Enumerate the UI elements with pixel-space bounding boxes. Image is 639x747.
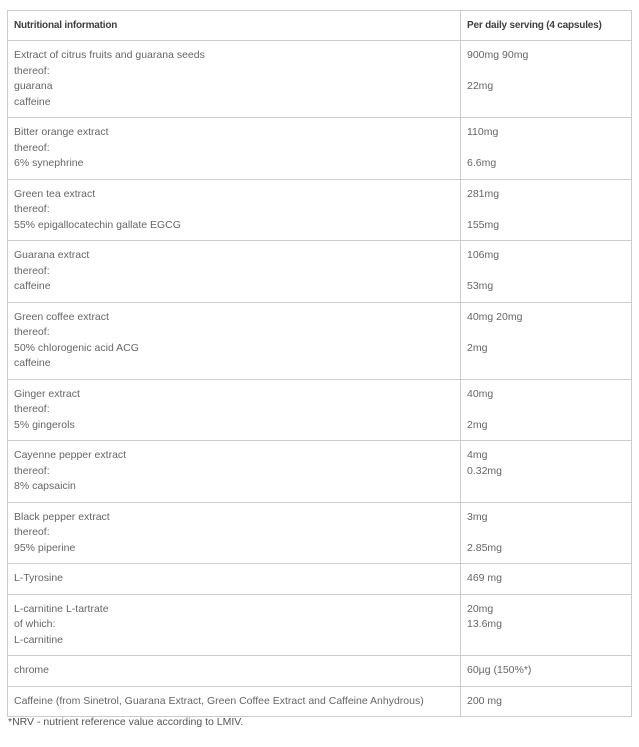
amount-line: 2mg: [467, 418, 488, 431]
ingredient-line: L-carnitine L-tartrate: [14, 602, 109, 615]
amount-cell: [461, 302, 632, 379]
ingredient-line: L-carnitine: [14, 633, 64, 646]
ingredient-line: caffeine: [14, 280, 51, 292]
ingredient-line: 55% epigallocatechin gallate EGCG: [14, 218, 181, 231]
amount-line: 200 mg: [467, 694, 503, 707]
ingredient-line: thereof:: [14, 326, 50, 338]
amount-line: 22mg: [467, 80, 494, 92]
ingredient-line: caffeine: [14, 357, 51, 369]
ingredient-line: Green tea extract: [14, 187, 96, 200]
amount-cell: [461, 241, 632, 303]
amount-line: 20mg: [467, 602, 494, 615]
amount-cell: [461, 594, 632, 656]
ingredient-cell: [8, 686, 461, 717]
amount-line: 53mg: [467, 280, 494, 292]
table-header-row: [8, 11, 632, 41]
amount-line: [467, 633, 625, 649]
ingredient-line: Caffeine (from Sinetrol, Guarana Extract, Green Coffee Extract and Caffeine Anhydrous): [14, 694, 424, 707]
ingredient-line: caffeine: [14, 95, 51, 108]
amount-line: 40mg 20mg: [467, 310, 523, 323]
amount-line: 469 mg: [467, 572, 503, 584]
amount-line: 3mg: [467, 510, 488, 523]
amount-line: 155mg: [467, 218, 500, 231]
table-row: [8, 179, 632, 241]
header-per-daily-serving: Per daily serving (4 capsules): [461, 11, 632, 41]
ingredient-cell: [8, 379, 461, 441]
amount-line: [467, 64, 625, 80]
amount-line: 13.6mg: [467, 618, 503, 630]
amount-line: [467, 264, 625, 280]
ingredient-line: of which:: [14, 618, 56, 630]
amount-cell: [461, 656, 632, 687]
table-row: [8, 441, 632, 503]
amount-cell: [461, 564, 632, 595]
ingredient-cell: [8, 302, 461, 379]
amount-line: 2mg: [467, 341, 488, 354]
ingredient-line: 8% capsaicin: [14, 480, 76, 492]
table-row: [8, 502, 632, 564]
ingredient-line: guarana: [14, 80, 53, 92]
table-row: [8, 594, 632, 656]
ingredient-line: L-Tyrosine: [14, 572, 64, 584]
ingredient-line: chrome: [14, 664, 50, 676]
amount-line: 4mg: [467, 449, 488, 461]
amount-line: [467, 141, 625, 157]
table-row: [8, 564, 632, 595]
amount-line: [467, 402, 625, 418]
amount-cell: [461, 179, 632, 241]
amount-cell: [461, 379, 632, 441]
table-row: [8, 656, 632, 687]
ingredient-cell: [8, 564, 461, 595]
header-nutritional-information: Nutritional information: [8, 11, 461, 41]
amount-line: [467, 479, 625, 495]
amount-line: 2.85mg: [467, 541, 503, 554]
ingredient-line: thereof:: [14, 403, 50, 415]
amount-line: [467, 356, 625, 372]
ingredient-line: Guarana extract: [14, 249, 90, 261]
ingredient-line: Green coffee extract: [14, 310, 109, 323]
table-row: [8, 241, 632, 303]
ingredient-cell: [8, 241, 461, 303]
ingredient-line: Black pepper extract: [14, 510, 110, 523]
ingredient-line: Cayenne pepper extract: [14, 449, 127, 461]
ingredient-line: 5% gingerols: [14, 418, 75, 431]
ingredient-cell: [8, 118, 461, 180]
amount-line: 110mg: [467, 126, 499, 138]
nrv-footnote: *NRV - nutrient reference value according to LMIV.: [8, 716, 244, 728]
amount-line: 60µg (150%*): [467, 664, 532, 676]
amount-line: 281mg: [467, 187, 500, 200]
amount-cell: [461, 441, 632, 503]
ingredient-line: 6% synephrine: [14, 157, 84, 169]
table-row: [8, 379, 632, 441]
ingredient-line: thereof:: [14, 141, 50, 154]
ingredient-line: thereof:: [14, 264, 50, 277]
ingredient-cell: [8, 656, 461, 687]
table-row: [8, 41, 632, 118]
ingredient-line: 50% chlorogenic acid ACG: [14, 341, 139, 354]
ingredient-line: thereof:: [14, 464, 50, 477]
amount-line: 900mg 90mg: [467, 49, 529, 61]
ingredient-line: Extract of citrus fruits and guarana seeds: [14, 49, 205, 61]
amount-cell: [461, 41, 632, 118]
ingredient-cell: [8, 502, 461, 564]
ingredient-cell: [8, 41, 461, 118]
amount-line: [467, 525, 625, 541]
amount-line: [467, 202, 625, 218]
ingredient-line: thereof:: [14, 526, 50, 538]
table-row: [8, 302, 632, 379]
ingredient-cell: [8, 179, 461, 241]
nutrition-table: [7, 10, 632, 717]
ingredient-cell: [8, 441, 461, 503]
amount-line: 0.32mg: [467, 464, 503, 477]
table-row: [8, 118, 632, 180]
amount-cell: [461, 118, 632, 180]
amount-cell: [461, 686, 632, 717]
amount-line: 106mg: [467, 249, 500, 261]
amount-line: [467, 325, 625, 341]
amount-cell: [461, 502, 632, 564]
ingredient-line: thereof:: [14, 64, 50, 77]
table-row: [8, 686, 632, 717]
amount-line: 40mg: [467, 387, 494, 400]
ingredient-line: Bitter orange extract: [14, 126, 109, 138]
ingredient-line: thereof:: [14, 203, 50, 215]
ingredient-line: Ginger extract: [14, 387, 80, 400]
ingredient-line: 95% piperine: [14, 541, 76, 554]
amount-line: 6.6mg: [467, 157, 497, 169]
amount-line: [467, 95, 625, 111]
ingredient-cell: [8, 594, 461, 656]
